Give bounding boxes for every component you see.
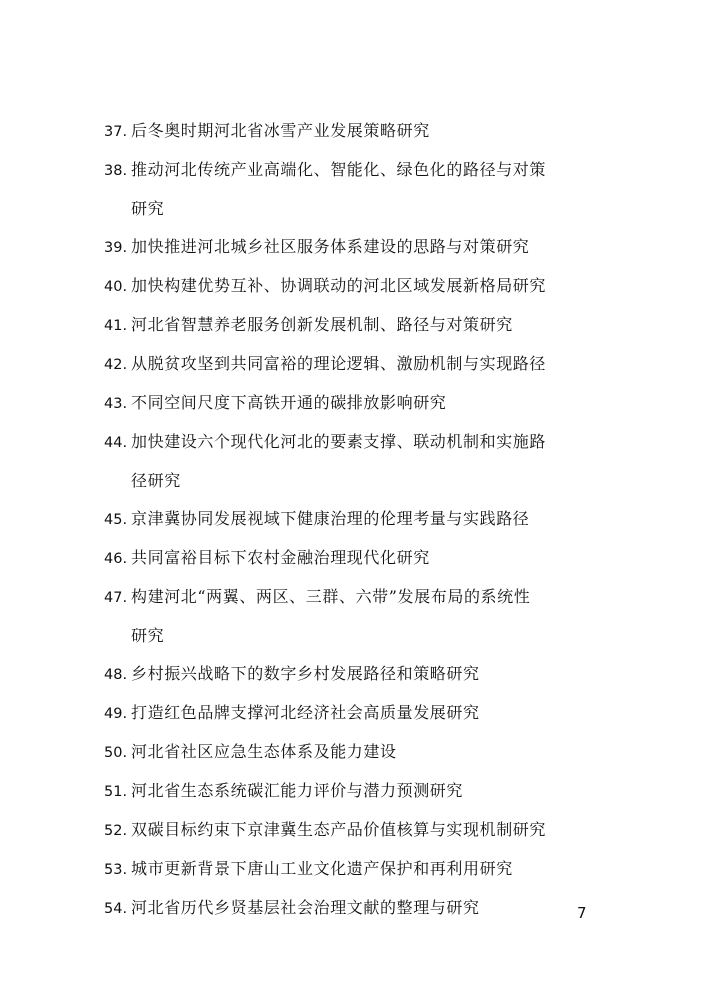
list-item-continuation: 径研究 [131, 471, 181, 490]
item-title: 构建河北“两翼、两区、三群、六带”发展布局的系统性 [131, 587, 531, 606]
item-title: 河北省生态系统碳汇能力评价与潜力预测研究 [131, 781, 464, 800]
item-number: 37. [104, 124, 128, 140]
list-item [104, 423, 624, 462]
item-number: 47. [104, 590, 128, 606]
item-number: 42. [104, 357, 128, 373]
item-number: 49. [104, 706, 128, 722]
list-item [104, 539, 624, 578]
list-item [104, 772, 624, 811]
item-number: 43. [104, 396, 128, 412]
item-title: 河北省社区应急生态体系及能力建设 [131, 742, 397, 761]
list-item [104, 889, 624, 928]
item-title: 城市更新背景下唐山工业文化遗产保护和再利用研究 [131, 859, 513, 878]
list-item-continuation: 研究 [131, 199, 165, 218]
item-title: 推动河北传统产业高端化、智能化、绿色化的路径与对策 [131, 160, 547, 179]
item-title: 加快构建优势互补、协调联动的河北区域发展新格局研究 [131, 276, 547, 295]
item-title: 从脱贫攻坚到共同富裕的理论逻辑、激励机制与实现路径 [131, 354, 547, 373]
item-number: 45. [104, 512, 128, 528]
item-title: 乡村振兴战略下的数字乡村发展路径和策略研究 [131, 664, 480, 683]
list-item [104, 733, 624, 772]
list-item [104, 345, 624, 384]
list-item [104, 112, 624, 151]
topic-list [104, 112, 624, 928]
list-item [104, 811, 624, 850]
item-title: 双碳目标约束下京津冀生态产品价值核算与实现机制研究 [131, 820, 547, 839]
item-number: 40. [104, 279, 128, 295]
list-item [104, 655, 624, 694]
item-title: 河北省智慧养老服务创新发展机制、路径与对策研究 [131, 315, 513, 334]
list-item [104, 500, 624, 539]
item-number: 44. [104, 435, 128, 451]
item-number: 46. [104, 551, 128, 567]
list-item [104, 306, 624, 345]
list-item [104, 578, 624, 617]
item-title: 加快建设六个现代化河北的要素支撑、联动机制和实施路 [131, 432, 547, 451]
list-item [104, 850, 624, 889]
item-number: 54. [104, 901, 128, 917]
item-number: 38. [104, 163, 128, 179]
page-number: 7 [577, 904, 587, 922]
item-number: 53. [104, 862, 128, 878]
list-item [104, 267, 624, 306]
item-title: 打造红色品牌支撑河北经济社会高质量发展研究 [131, 703, 480, 722]
item-number: 52. [104, 823, 128, 839]
item-number: 48. [104, 667, 128, 683]
item-number: 41. [104, 318, 128, 334]
item-number: 51. [104, 784, 128, 800]
item-number: 39. [104, 240, 128, 256]
item-title: 加快推进河北城乡社区服务体系建设的思路与对策研究 [131, 237, 530, 256]
list-item-continuation: 研究 [131, 626, 165, 645]
list-item [104, 228, 624, 267]
item-title: 后冬奥时期河北省冰雪产业发展策略研究 [131, 121, 430, 140]
item-title: 共同富裕目标下农村金融治理现代化研究 [131, 548, 430, 567]
list-item [104, 694, 624, 733]
list-item [104, 384, 624, 423]
item-title: 河北省历代乡贤基层社会治理文献的整理与研究 [131, 898, 480, 917]
item-title: 京津冀协同发展视域下健康治理的伦理考量与实践路径 [131, 509, 530, 528]
item-number: 50. [104, 745, 128, 761]
list-item [104, 151, 624, 190]
item-title: 不同空间尺度下高铁开通的碳排放影响研究 [131, 393, 447, 412]
